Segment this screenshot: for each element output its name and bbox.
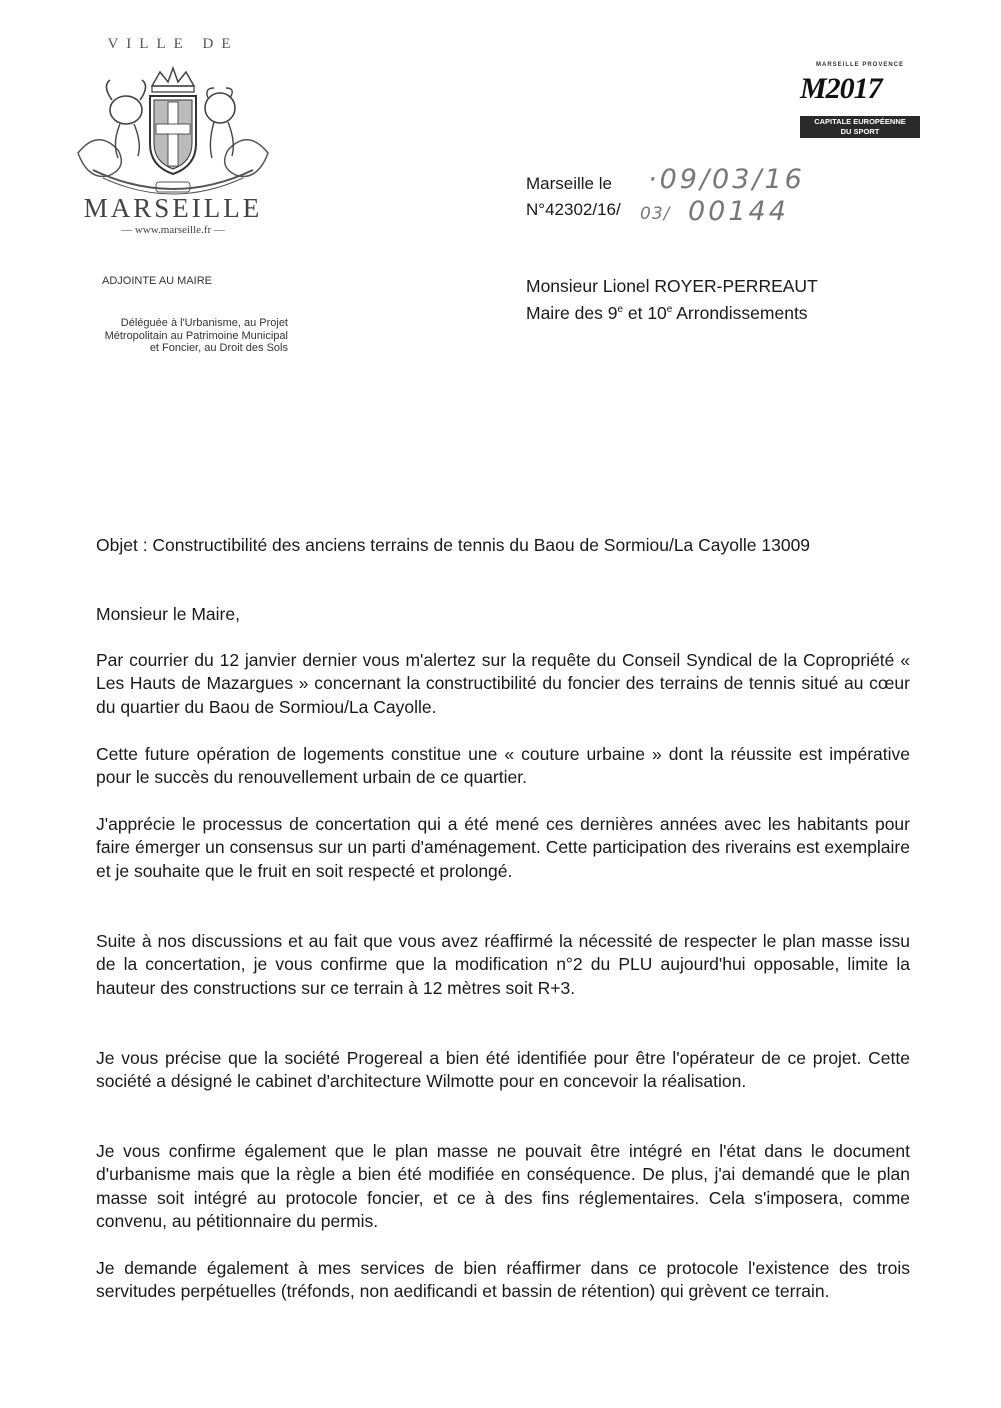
sender-title: ADJOINTE AU MAIRE — [102, 275, 213, 287]
body-paragraph: J'apprécie le processus de concertation qui a été mené ces dernières années avec les habitants pour faire émerger un consensus sur un parti d'aménagement. Cette participation des riverains est exemplaire et je souhaite que le fruit en soit respecté et prolongé. — [96, 814, 910, 881]
city-website: — www.marseille.fr — — [121, 224, 225, 236]
handwritten-ref-month: 03/ — [640, 204, 671, 224]
body-paragraph: Cette future opération de logements constitue une « couture urbaine » dont la réussite est impérative pour le succès du renouvellement urbain de ce quartier. — [96, 744, 910, 788]
handwritten-ref-number: 00144 — [688, 196, 789, 227]
recipient-name: Monsieur Lionel ROYER-PERREAUT — [526, 276, 818, 296]
badge-banner-line1: CAPITALE EUROPÉENNE — [814, 117, 906, 126]
badge-top-text: MARSEILLE PROVENCE — [815, 62, 904, 68]
badge-banner — [800, 116, 920, 138]
body-paragraph: Je demande également à mes services de bien réaffirmer dans ce protocole l'existence des trois servitudes perpétuelles (tréfonds, non aedificandi et bassin de rétention) qui grèvent ce terrain. — [96, 1258, 910, 1302]
body-paragraph: Je vous confirme également que le plan masse ne pouvait être intégré en l'état dans le document d'urbanisme mais que la règle a bien été modifiée en conséquence. De plus, j'ai demandé que le plan masse soit intégré au protocole foncier, et ce à des fins réglementaires. Cela s'imposera, comme convenu, au pétitionnaire du permis. — [96, 1141, 910, 1232]
body-paragraph: Par courrier du 12 janvier dernier vous m'alertez sur la requête du Conseil Syndical de la Copropriété « Les Hauts de Mazargues » concernant la constructibilité du foncier des terrains de tennis situé au cœur du quartier du Baou de Sormiou/La Cayolle. — [96, 650, 910, 717]
reference-number: N°42302/16/ — [526, 200, 621, 219]
marseille-letterhead — [60, 36, 286, 241]
letter-subject: Objet : Constructibilité des anciens terrains de tennis du Baou de Sormiou/La Cayolle 13009 — [96, 535, 811, 555]
m2017-badge — [798, 62, 922, 142]
delegation-line: Métropolitain au Patrimoine Municipal — [104, 329, 288, 342]
date-label: Marseille le — [526, 174, 612, 193]
sender-delegation — [54, 317, 288, 355]
body-paragraph: Suite à nos discussions et au fait que vous avez réaffirmé la nécessité de respecter le plan masse issu de la concertation, je vous confirme que la modification n°2 du PLU aujourd'hui opposable, limite la hauteur des constructions sur ce terrain à 12 mètres soit R+3. — [96, 931, 910, 998]
recipient-role: Maire des 9e et 10e Arrondissements — [526, 302, 808, 323]
recipient-block — [526, 274, 818, 325]
body-paragraph: Je vous précise que la société Progereal a bien été identifiée pour être l'opérateur de ce projet. Cette société a désigné le cabinet d'architecture Wilmotte pour en concevoir la réalisation. — [96, 1048, 910, 1092]
delegation-line: et Foncier, au Droit des Sols — [149, 342, 288, 354]
badge-banner-line2: DU SPORT — [840, 127, 880, 136]
marseille-coat-of-arms-icon — [68, 58, 278, 208]
badge-logo: M2017 — [800, 72, 882, 105]
ville-de-text: VILLE DE — [107, 36, 239, 52]
letter-salutation: Monsieur le Maire, — [96, 604, 240, 624]
city-name: MARSEILLE — [83, 193, 263, 223]
delegation-line: Déléguée à l'Urbanisme, au Projet — [120, 317, 288, 329]
handwritten-date: ·09/03/16 — [648, 164, 805, 195]
